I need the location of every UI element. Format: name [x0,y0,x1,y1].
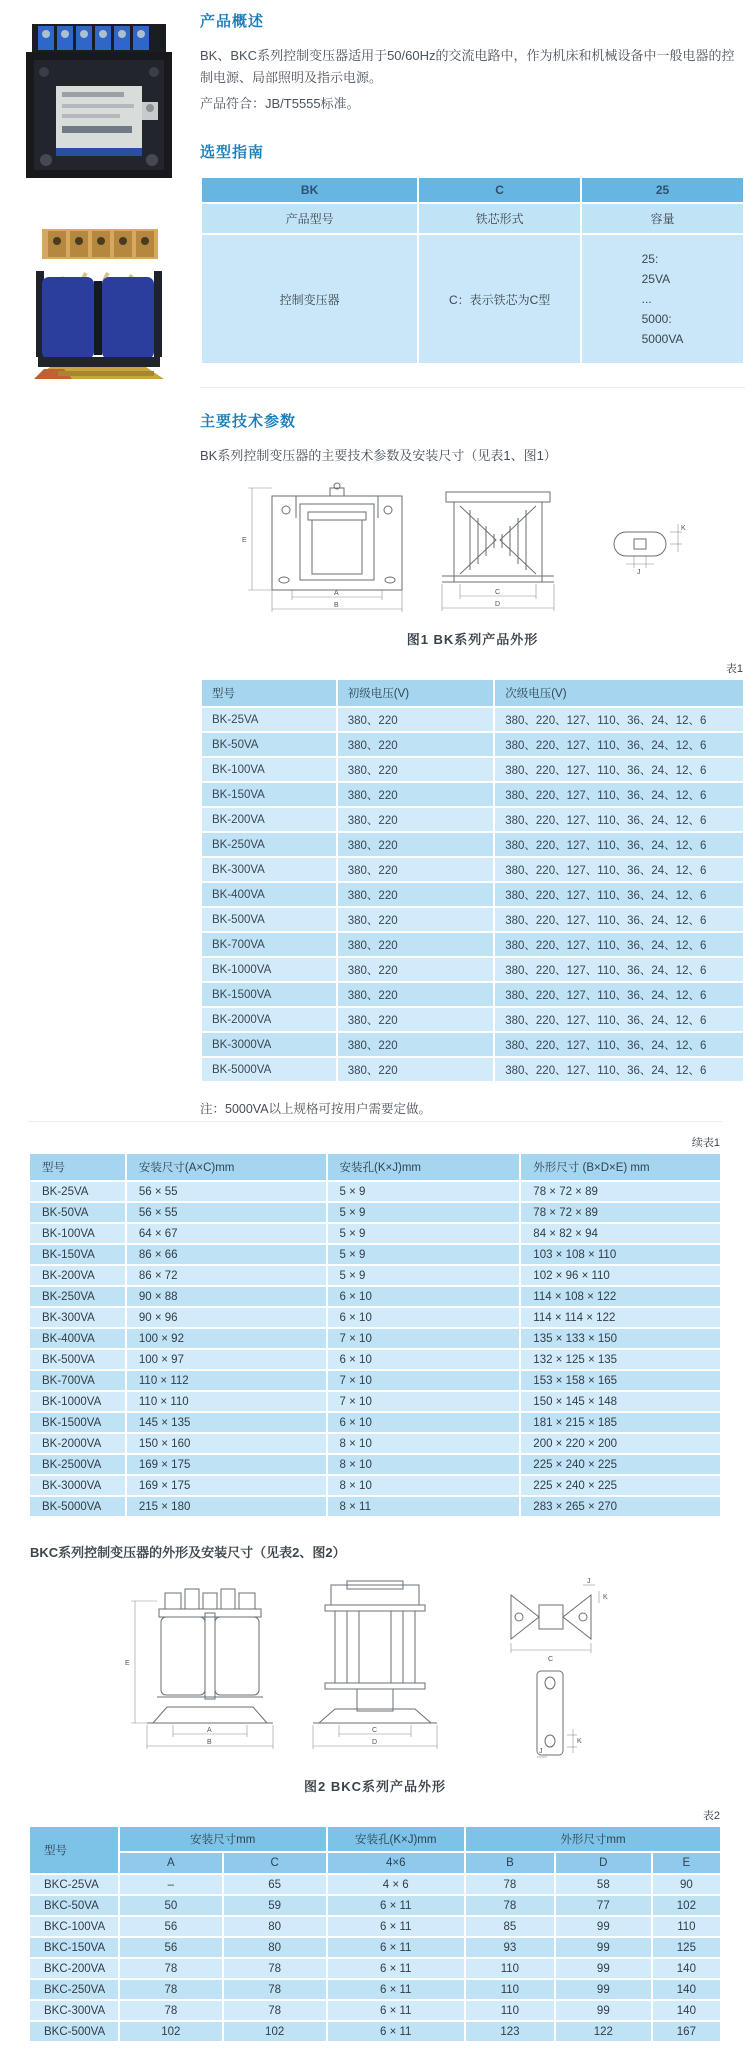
cell-e: 140 [652,1958,721,1979]
cell-secondary-voltage: 380、220、127、110、36、24、12、6 [494,882,744,907]
cell-model: BK-3000VA [201,1032,337,1057]
cell-install-size: 56 × 55 [126,1202,327,1223]
table-row [201,807,744,832]
meaning-model: 产品型号 [201,203,418,234]
cell-hole-size: 8 × 10 [327,1433,521,1454]
meaning-core: 铁芯形式 [418,203,581,234]
cell-d: 99 [555,1916,652,1937]
cell-secondary-voltage: 380、220、127、110、36、24、12、6 [494,932,744,957]
svg-text:E: E [241,537,247,545]
cell-model: BK-3000VA [29,1475,126,1496]
cell-c: 80 [223,1916,327,1937]
bkc-transformer-photo-illustration [14,219,184,389]
cell-outline-size: 225 × 240 × 225 [520,1475,721,1496]
svg-text:K: K [577,1738,582,1746]
svg-text:J: J [539,1748,543,1756]
cell-model: BK-300VA [201,857,337,882]
t2-sub-a: A [119,1852,223,1874]
cell-model: BKC-25VA [29,1874,119,1895]
table-row [29,1307,721,1328]
cell-model: BKC-200VA [29,1958,119,1979]
cell-model: BK-1000VA [29,1391,126,1412]
cell-hole: 6 × 11 [327,2021,465,2042]
tech-intro: BK系列控制变压器的主要技术参数及安装尺寸（见表1、图1） [200,448,557,464]
cell-model: BKC-100VA [29,1916,119,1937]
table-row [29,2021,721,2042]
cell-install-size: 64 × 67 [126,1223,327,1244]
table-row [201,832,744,857]
cell-a: 78 [119,1958,223,1979]
figure-2-caption: 图2 BKC系列产品外形 [303,1779,446,1795]
cell-outline-size: 78 × 72 × 89 [520,1202,721,1223]
table-row [29,1916,721,1937]
table-row [29,1244,721,1265]
cell-primary-voltage: 380、220 [337,757,494,782]
cell-c: 102 [223,2021,327,2042]
table-row [201,957,744,982]
table-row [201,907,744,932]
cell-hole-size: 5 × 9 [327,1202,521,1223]
table-row [201,707,744,732]
svg-text:J: J [636,569,640,577]
cell-install-size: 86 × 72 [126,1265,327,1286]
svg-text:K: K [680,525,686,533]
cell-primary-voltage: 380、220 [337,1007,494,1032]
t2-sub-hole: 4×6 [327,1852,465,1874]
section-title-overview: 产品概述 [200,13,265,30]
cell-hole-size: 5 × 9 [327,1265,521,1286]
selection-meaning-row [201,203,744,234]
table-row [29,1895,721,1916]
cell-model: BK-25VA [201,707,337,732]
cell-model: BK-150VA [201,782,337,807]
cell-e: 140 [652,1979,721,2000]
cell-model: BK-100VA [201,757,337,782]
svg-text:C: C [548,1656,554,1664]
cell-model: BK-1500VA [201,982,337,1007]
cell-primary-voltage: 380、220 [337,732,494,757]
product-photos [14,14,184,422]
cell-model: BK-5000VA [201,1057,337,1082]
cell-outline-size: 283 × 265 × 270 [520,1496,721,1517]
svg-text:B: B [333,602,339,610]
t2-group-hole: 安装孔(K×J)mm [327,1826,465,1852]
cell-primary-voltage: 380、220 [337,832,494,857]
cell-e: 90 [652,1874,721,1895]
cell-install-size: 86 × 66 [126,1244,327,1265]
cell-hole-size: 8 × 11 [327,1496,521,1517]
cell-secondary-voltage: 380、220、127、110、36、24、12、6 [494,807,744,832]
cell-hole-size: 7 × 10 [327,1391,521,1412]
table-row [29,1349,721,1370]
cell-hole: 6 × 11 [327,1937,465,1958]
ct-header-model: 型号 [29,1153,126,1181]
cell-primary-voltage: 380、220 [337,1032,494,1057]
table-row [201,1007,744,1032]
cell-hole: 4 × 6 [327,1874,465,1895]
cell-secondary-voltage: 380、220、127、110、36、24、12、6 [494,957,744,982]
table-row [201,1057,744,1082]
cell-d: 77 [555,1895,652,1916]
cell-secondary-voltage: 380、220、127、110、36、24、12、6 [494,1057,744,1082]
cell-primary-voltage: 380、220 [337,882,494,907]
table-row [29,2000,721,2021]
cell-model: BK-400VA [29,1328,126,1349]
svg-text:K: K [603,1594,608,1602]
table-row [29,1433,721,1454]
t2-sub-d: D [555,1852,652,1874]
cell-d: 99 [555,2000,652,2021]
cell-outline-size: 84 × 82 × 94 [520,1223,721,1244]
cell-c: 78 [223,1979,327,2000]
t2-sub-e: E [652,1852,721,1874]
cell-model: BK-2500VA [29,1454,126,1475]
cell-a: 56 [119,1937,223,1958]
divider [200,387,745,388]
example-capacity: 25: 25VA ... 5000: 5000VA [581,234,744,364]
selection-example-row [201,234,744,364]
table-row [29,1937,721,1958]
cell-d: 99 [555,1979,652,2000]
t1-header-secondary: 次级电压(V) [494,679,744,707]
cell-model: BK-150VA [29,1244,126,1265]
cell-model: BK-1000VA [201,957,337,982]
table-1-label: 表1 [725,663,743,676]
table-row [29,1874,721,1895]
table-row [29,1454,721,1475]
cell-secondary-voltage: 380、220、127、110、36、24、12、6 [494,1007,744,1032]
cell-install-size: 150 × 160 [126,1433,327,1454]
cell-a: 56 [119,1916,223,1937]
cell-secondary-voltage: 380、220、127、110、36、24、12、6 [494,732,744,757]
cell-outline-size: 103 × 108 × 110 [520,1244,721,1265]
figure-2 [28,1575,722,1795]
cell-install-size: 90 × 88 [126,1286,327,1307]
cont-table-label: 续表1 [691,1137,720,1150]
table-row [29,1181,721,1202]
table-row [29,1496,721,1517]
table-row [201,882,744,907]
cell-b: 110 [465,1979,555,2000]
cell-hole: 6 × 11 [327,1895,465,1916]
cell-primary-voltage: 380、220 [337,907,494,932]
cell-e: 102 [652,1895,721,1916]
table-row [29,1391,721,1412]
table-row [29,1265,721,1286]
code-25: 25 [581,177,744,203]
selection-guide-table [200,176,745,365]
cell-model: BK-50VA [201,732,337,757]
cell-primary-voltage: 380、220 [337,707,494,732]
table-row [201,732,744,757]
bkc-intro: BKC系列控制变压器的外形及安装尺寸（见表2、图2） [30,1545,346,1561]
cell-model: BK-200VA [29,1265,126,1286]
cell-outline-size: 132 × 125 × 135 [520,1349,721,1370]
table-row [201,857,744,882]
section-title-selection: 选型指南 [200,144,265,162]
t2-group-install: 安装尺寸mm [119,1826,327,1852]
cell-primary-voltage: 380、220 [337,807,494,832]
svg-text:E: E [125,1660,130,1668]
cell-model: BKC-50VA [29,1895,119,1916]
cell-hole-size: 8 × 10 [327,1475,521,1496]
table-row [29,1979,721,2000]
cell-c: 80 [223,1937,327,1958]
t2-sub-b: B [465,1852,555,1874]
cell-secondary-voltage: 380、220、127、110、36、24、12、6 [494,832,744,857]
cell-model: BK-25VA [29,1181,126,1202]
t2-header-model: 型号 [29,1826,119,1874]
cell-b: 85 [465,1916,555,1937]
cell-primary-voltage: 380、220 [337,982,494,1007]
bk-outline-drawing [238,478,708,616]
cell-hole-size: 6 × 10 [327,1307,521,1328]
cell-model: BK-500VA [201,907,337,932]
cell-a: 50 [119,1895,223,1916]
cell-model: BK-400VA [201,882,337,907]
selection-code-row [201,177,744,203]
table-row [29,1475,721,1496]
cell-outline-size: 150 × 145 × 148 [520,1391,721,1412]
table-row [29,1370,721,1391]
cell-hole-size: 5 × 9 [327,1244,521,1265]
cell-secondary-voltage: 380、220、127、110、36、24、12、6 [494,907,744,932]
cell-hole-size: 6 × 10 [327,1286,521,1307]
product-photo-bkc [14,219,184,394]
cell-install-size: 100 × 92 [126,1328,327,1349]
code-bk: BK [201,177,418,203]
svg-text:B: B [207,1739,212,1747]
cell-model: BKC-250VA [29,1979,119,2000]
table-2-label: 表2 [702,1810,720,1823]
bk-transformer-photo-illustration [14,14,184,186]
cell-model: BK-50VA [29,1202,126,1223]
cell-b: 93 [465,1937,555,1958]
svg-text:D: D [494,601,500,609]
cell-outline-size: 114 × 114 × 122 [520,1307,721,1328]
cell-install-size: 169 × 175 [126,1454,327,1475]
cell-hole-size: 5 × 9 [327,1181,521,1202]
cell-model: BK-500VA [29,1349,126,1370]
cell-install-size: 100 × 97 [126,1349,327,1370]
cell-c: 59 [223,1895,327,1916]
table-row [201,1032,744,1057]
cell-secondary-voltage: 380、220、127、110、36、24、12、6 [494,982,744,1007]
cell-hole: 6 × 11 [327,1979,465,2000]
ct-header-install: 安装尺寸(A×C)mm [126,1153,327,1181]
cell-a: 78 [119,2000,223,2021]
cell-secondary-voltage: 380、220、127、110、36、24、12、6 [494,707,744,732]
cell-e: 167 [652,2021,721,2042]
table-1-continued-dimensions [28,1152,722,1518]
table-row [201,932,744,957]
cell-primary-voltage: 380、220 [337,957,494,982]
svg-text:A: A [333,590,339,598]
cell-d: 99 [555,1958,652,1979]
table-row [29,1328,721,1349]
cell-outline-size: 135 × 133 × 150 [520,1328,721,1349]
example-model: 控制变压器 [201,234,418,364]
table-1-voltages [200,678,745,1083]
overview-text: BK、BKC系列控制变压器适用于50/60Hz的交流电路中，作为机床和机械设备中一般电器的控制电源、局部照明及指示电源。 [200,48,735,86]
cell-secondary-voltage: 380、220、127、110、36、24、12、6 [494,857,744,882]
table-1-note: 注：5000VA以上规格可按用户需要定做。 [200,1102,432,1117]
overview-standard: 产品符合：JB/T5555标准。 [200,96,360,112]
cell-primary-voltage: 380、220 [337,857,494,882]
svg-text:A: A [207,1727,212,1735]
cell-primary-voltage: 380、220 [337,932,494,957]
cell-outline-size: 200 × 220 × 200 [520,1433,721,1454]
cell-install-size: 110 × 110 [126,1391,327,1412]
cell-hole-size: 6 × 10 [327,1412,521,1433]
bkc-outline-drawing [95,1575,655,1763]
figure-1 [200,478,745,648]
cell-model: BK-2000VA [201,1007,337,1032]
cell-model: BK-1500VA [29,1412,126,1433]
cell-b: 110 [465,2000,555,2021]
section-title-tech: 主要技术参数 [200,413,297,431]
cell-d: 58 [555,1874,652,1895]
ct-header-hole: 安装孔(K×J)mm [327,1153,521,1181]
table-row [29,1412,721,1433]
cell-hole-size: 7 × 10 [327,1328,521,1349]
divider [28,1121,722,1122]
t1-header-primary: 初级电压(V) [337,679,494,707]
cell-install-size: 90 × 96 [126,1307,327,1328]
product-photo-bk [14,14,184,191]
cell-model: BK-250VA [29,1286,126,1307]
table-row [29,1223,721,1244]
cell-outline-size: 181 × 215 × 185 [520,1412,721,1433]
example-core: C：表示铁芯为C型 [418,234,581,364]
cell-a: – [119,1874,223,1895]
cell-hole: 6 × 11 [327,1916,465,1937]
cell-outline-size: 225 × 240 × 225 [520,1454,721,1475]
cell-hole-size: 5 × 9 [327,1223,521,1244]
cell-outline-size: 102 × 96 × 110 [520,1265,721,1286]
cell-model: BKC-150VA [29,1937,119,1958]
cell-secondary-voltage: 380、220、127、110、36、24、12、6 [494,1032,744,1057]
table-row [201,982,744,1007]
cell-model: BK-200VA [201,807,337,832]
table-row [201,782,744,807]
cell-secondary-voltage: 380、220、127、110、36、24、12、6 [494,782,744,807]
svg-text:D: D [372,1739,378,1747]
cell-a: 102 [119,2021,223,2042]
cell-e: 140 [652,2000,721,2021]
cell-d: 99 [555,1937,652,1958]
cell-b: 78 [465,1895,555,1916]
cell-model: BK-2000VA [29,1433,126,1454]
cell-b: 78 [465,1874,555,1895]
cell-install-size: 145 × 135 [126,1412,327,1433]
cell-model: BK-250VA [201,832,337,857]
cell-hole: 6 × 11 [327,2000,465,2021]
cell-d: 122 [555,2021,652,2042]
cell-install-size: 56 × 55 [126,1181,327,1202]
cell-e: 110 [652,1916,721,1937]
cell-model: BK-300VA [29,1307,126,1328]
cell-primary-voltage: 380、220 [337,782,494,807]
cell-hole-size: 6 × 10 [327,1349,521,1370]
cell-secondary-voltage: 380、220、127、110、36、24、12、6 [494,757,744,782]
cell-hole-size: 8 × 10 [327,1454,521,1475]
cell-c: 78 [223,1958,327,1979]
cell-c: 65 [223,1874,327,1895]
cell-model: BK-5000VA [29,1496,126,1517]
cell-hole-size: 7 × 10 [327,1370,521,1391]
cell-b: 123 [465,2021,555,2042]
table-row [201,757,744,782]
cell-primary-voltage: 380、220 [337,1057,494,1082]
cell-outline-size: 153 × 158 × 165 [520,1370,721,1391]
table-row [29,1286,721,1307]
figure-1-caption: 图1 BK系列产品外形 [406,632,539,648]
cell-model: BK-100VA [29,1223,126,1244]
table-row [29,1958,721,1979]
t2-group-outline: 外形尺寸mm [465,1826,721,1852]
cell-model: BK-700VA [29,1370,126,1391]
cell-install-size: 215 × 180 [126,1496,327,1517]
cell-c: 78 [223,2000,327,2021]
svg-text:C: C [372,1727,378,1735]
svg-text:J: J [587,1578,591,1586]
t1-header-model: 型号 [201,679,337,707]
cell-install-size: 169 × 175 [126,1475,327,1496]
cell-install-size: 110 × 112 [126,1370,327,1391]
svg-text:C: C [494,589,500,597]
cell-hole: 6 × 11 [327,1958,465,1979]
cell-model: BKC-300VA [29,2000,119,2021]
table-row [29,1202,721,1223]
cell-model: BKC-500VA [29,2021,119,2042]
cell-outline-size: 78 × 72 × 89 [520,1181,721,1202]
cell-model: BK-700VA [201,932,337,957]
cell-b: 110 [465,1958,555,1979]
table-2-bkc-dimensions [28,1825,722,2043]
cell-a: 78 [119,1979,223,2000]
t2-sub-c: C [223,1852,327,1874]
cell-outline-size: 114 × 108 × 122 [520,1286,721,1307]
code-c: C [418,177,581,203]
meaning-capacity: 容量 [581,203,744,234]
cell-e: 125 [652,1937,721,1958]
ct-header-outline: 外形尺寸 (B×D×E) mm [520,1153,721,1181]
